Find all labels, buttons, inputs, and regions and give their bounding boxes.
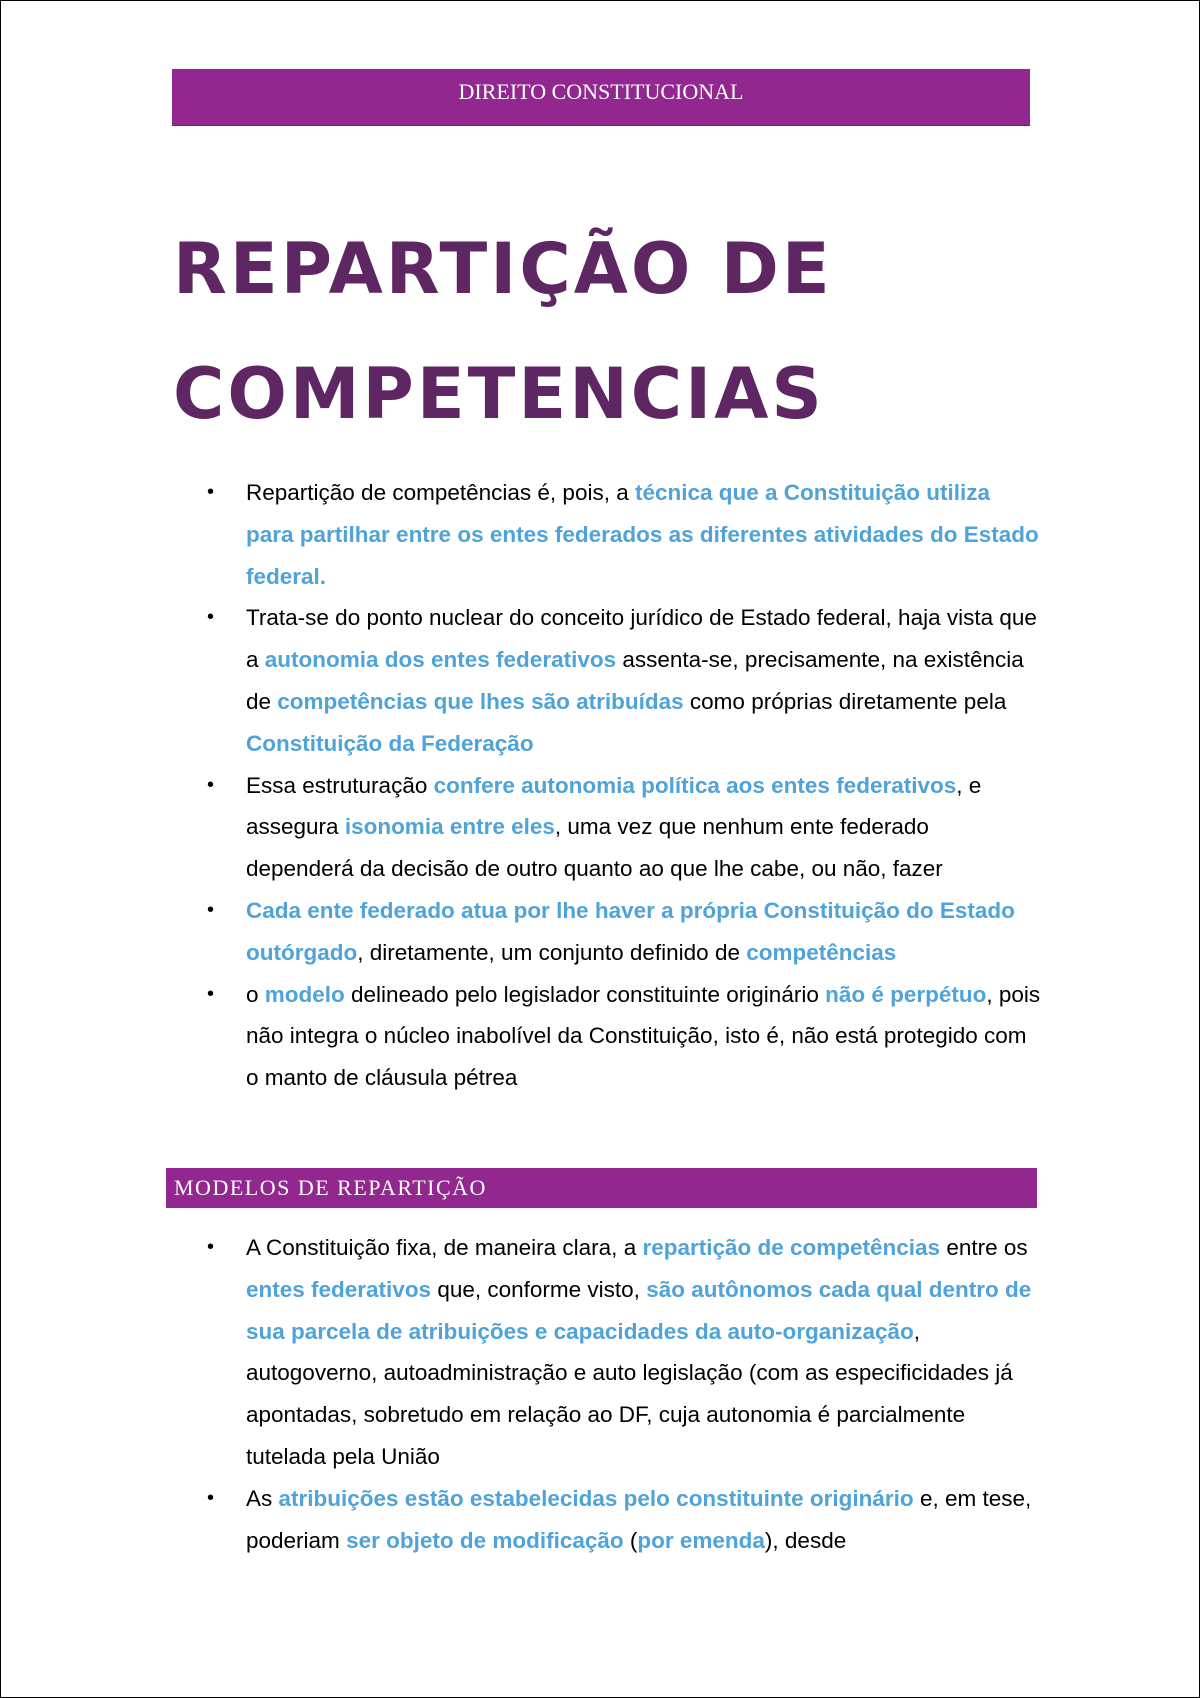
text-segment: delineado pelo legislador constituinte originário <box>344 981 826 1007</box>
highlight-segment: atribuições estão estabelecidas pelo constituinte originário <box>278 1485 914 1511</box>
text-segment: , autogoverno, autoadministração e auto legislação (com as especificidades já apontadas, sobretudo em relação ao DF, cuja autonomia é parcialmente tutelada pela União <box>246 1318 1013 1469</box>
list-item <box>201 1227 1041 1478</box>
bullet-icon: • <box>207 773 215 796</box>
list-item <box>201 597 1041 764</box>
page-title <box>173 207 1033 457</box>
list-item <box>201 974 1041 1099</box>
highlight-segment: autonomia dos entes federativos <box>264 647 617 673</box>
bullet-list-intro <box>201 472 1041 1099</box>
title-line-1: REPARTIÇÃO DE <box>173 228 833 310</box>
text-segment: Essa estruturação <box>246 772 434 798</box>
text-segment: , e assegura <box>246 772 982 840</box>
text-segment: que, conforme visto, <box>431 1276 647 1302</box>
text-segment: ( <box>623 1527 638 1553</box>
header-band-text: DIREITO CONSTITUCIONAL <box>458 79 744 104</box>
text-segment: entre os <box>940 1235 1028 1260</box>
highlight-segment: repartição de competências <box>642 1235 941 1260</box>
title-line-2: COMPETENCIAS <box>173 353 825 435</box>
highlight-segment: não é perpétuo <box>825 981 987 1007</box>
highlight-segment: entes federativos <box>246 1276 432 1302</box>
highlight-segment: técnica que a Constituição utiliza para partilhar entre os entes federados as diferentes atividades do Estado federal. <box>246 480 1039 589</box>
highlight-segment: confere autonomia política aos entes federativos <box>433 772 957 798</box>
list-item <box>201 472 1041 597</box>
bullet-icon: • <box>207 1236 215 1258</box>
bullet-list-modelos <box>201 1227 1041 1561</box>
list-item <box>201 1478 1041 1562</box>
bullet-icon: • <box>207 898 215 921</box>
header-band <box>172 69 1030 126</box>
highlight-segment: competências que lhes são atribuídas <box>277 688 684 714</box>
highlight-segment: modelo <box>264 981 345 1007</box>
list-item <box>201 890 1041 974</box>
text-segment: o <box>246 981 265 1007</box>
text-segment: Repartição de competências é, pois, a <box>246 480 635 505</box>
bullet-icon: • <box>207 1486 215 1509</box>
bullet-icon: • <box>207 982 215 1005</box>
text-segment: , pois não integra o núcleo inabolível da Constituição, isto é, não está protegido com o manto de cláusula pétrea <box>246 981 1041 1091</box>
bullet-icon: • <box>207 481 215 503</box>
text-segment: , diretamente, um conjunto definido de <box>357 939 747 965</box>
section-heading-modelos <box>166 1168 1037 1208</box>
highlight-segment: competências <box>746 939 897 965</box>
text-segment: A Constituição fixa, de maneira clara, a <box>246 1235 643 1260</box>
text-segment: As <box>246 1485 279 1511</box>
text-segment: como próprias diretamente pela <box>683 688 1007 714</box>
text-segment: , uma vez que nenhum ente federado dependerá da decisão de outro quanto ao que lhe cabe, ou não, fazer <box>246 814 943 882</box>
text-segment: Trata-se do ponto nuclear do conceito jurídico de Estado federal, haja vista que a <box>246 605 1037 673</box>
highlight-segment: Constituição da Federação <box>246 730 534 756</box>
section-heading-text: MODELOS DE REPARTIÇÃO <box>174 1175 487 1200</box>
highlight-segment: ser objeto de modificação <box>346 1527 624 1553</box>
text-segment: assenta-se, precisamente, na existência de <box>246 647 1024 714</box>
highlight-segment: por emenda <box>637 1527 765 1553</box>
bullet-icon: • <box>207 606 215 629</box>
highlight-segment: Cada ente federado atua por lhe haver a própria Constituição do Estado outórgado <box>246 897 1015 965</box>
text-segment: ), desde <box>764 1527 847 1553</box>
highlight-segment: isonomia entre eles <box>344 814 555 840</box>
text-segment: e, em tese, poderiam <box>246 1485 1032 1553</box>
list-item <box>201 765 1041 890</box>
highlight-segment: são autônomos cada qual dentro de sua parcela de atribuições e capacidades da auto-organização <box>246 1276 1032 1344</box>
